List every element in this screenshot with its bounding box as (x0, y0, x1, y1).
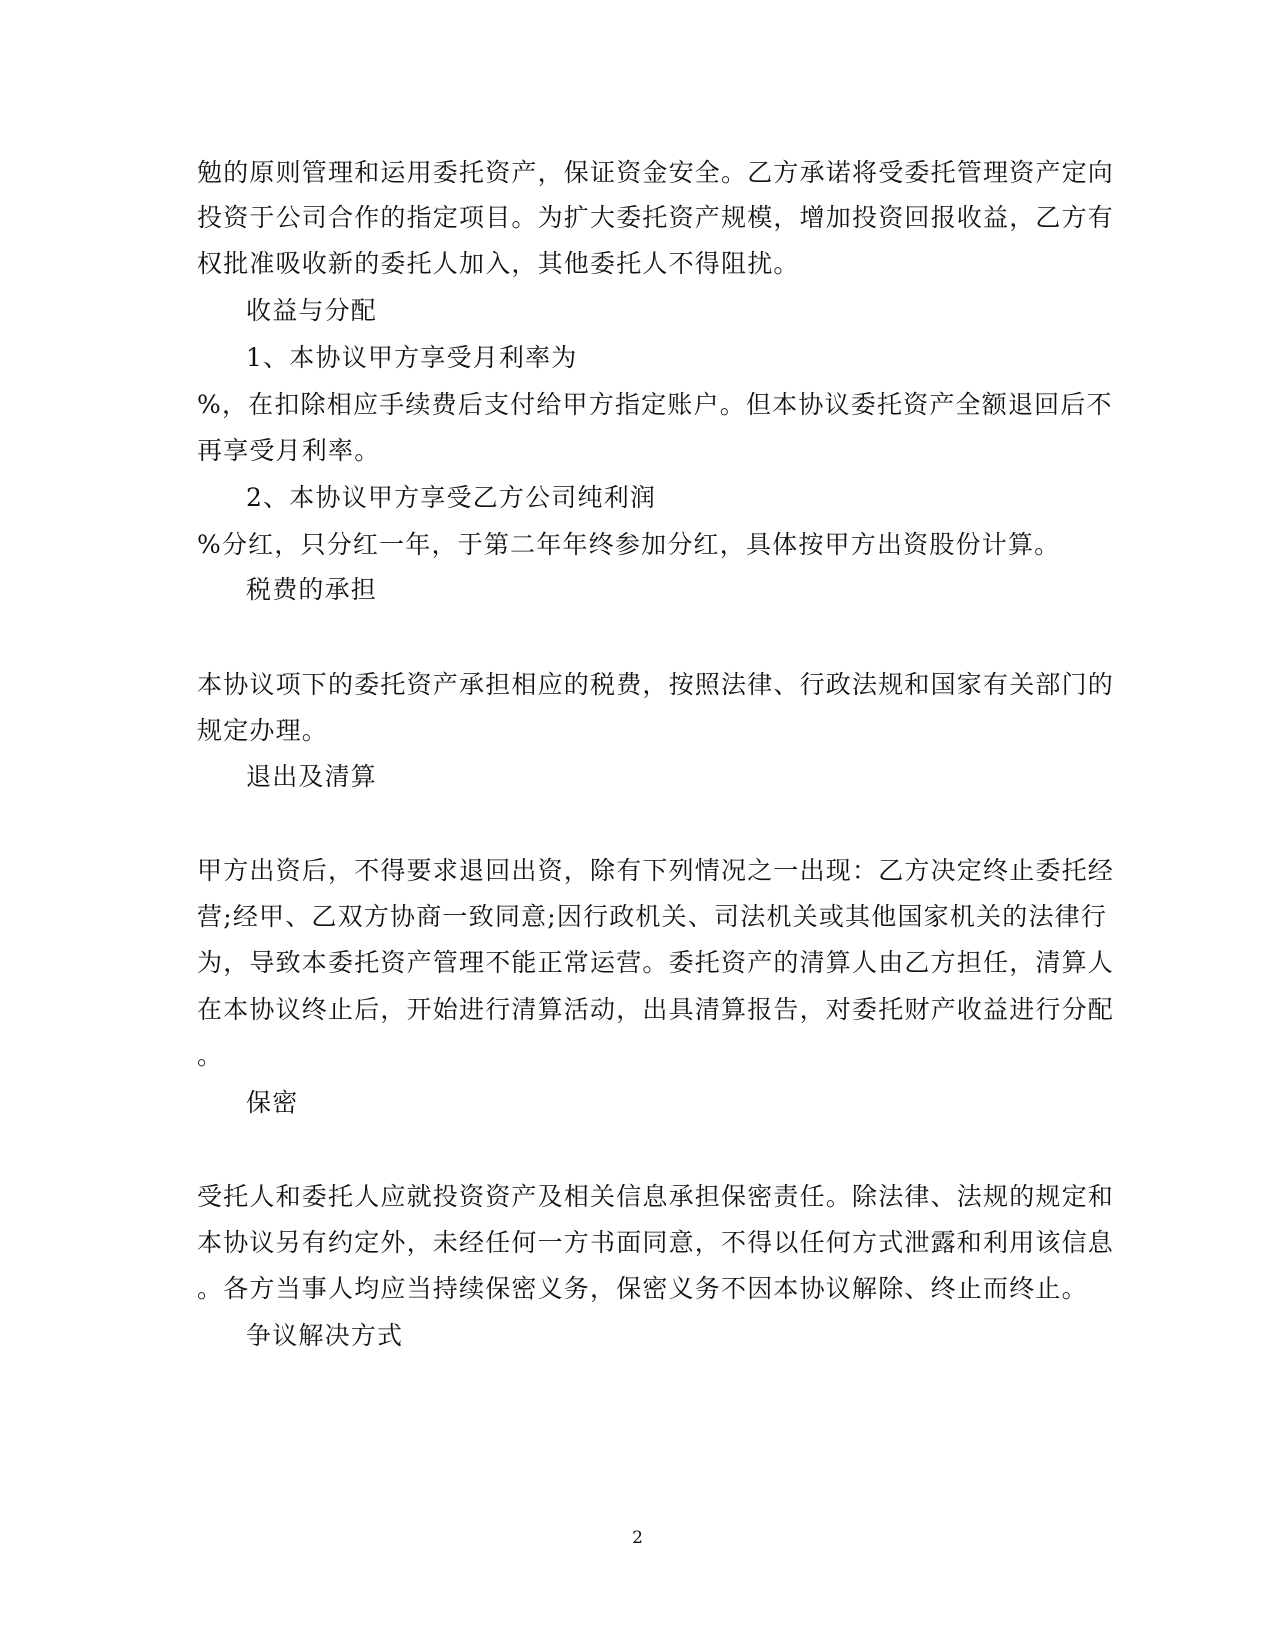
clause-1: 1、本协议甲方享受月利率为 (246, 343, 578, 372)
body-line: 权批准吸收新的委托人加入，其他委托人不得阻扰。 (197, 249, 800, 278)
body-line: 投资于公司合作的指定项目。为扩大委托资产规模，增加投资回报收益，乙方有 (197, 203, 1115, 232)
section-heading-dispute: 争议解决方式 (246, 1321, 404, 1350)
body-line: %分红，只分红一年，于第二年年终参加分红，具体按甲方出资股份计算。 (197, 530, 1061, 559)
body-line: 。 (197, 1041, 224, 1070)
body-line: 本协议项下的委托资产承担相应的税费，按照法律、行政法规和国家有关部门的 (197, 670, 1115, 699)
body-line: 。各方当事人均应当持续保密义务，保密义务不因本协议解除、终止而终止。 (197, 1274, 1088, 1303)
section-heading-confidentiality: 保密 (246, 1088, 299, 1117)
section-heading-tax: 税费的承担 (246, 575, 378, 604)
page-number: 2 (632, 1528, 643, 1548)
body-line: 再享受月利率。 (197, 436, 381, 465)
body-line: 本协议另有约定外，未经任何一方书面同意，不得以任何方式泄露和利用该信息 (197, 1228, 1115, 1257)
body-line: %，在扣除相应手续费后支付给甲方指定账户。但本协议委托资产全额退回后不 (197, 390, 1113, 419)
body-line: 营;经甲、乙双方协商一致同意;因行政机关、司法机关或其他国家机关的法律行 (197, 902, 1108, 931)
section-heading-exit: 退出及清算 (246, 762, 378, 791)
clause-2: 2、本协议甲方享受乙方公司纯利润 (246, 483, 657, 512)
body-line: 规定办理。 (197, 716, 329, 745)
section-heading-income: 收益与分配 (246, 296, 378, 325)
body-line: 受托人和委托人应就投资资产及相关信息承担保密责任。除法律、法规的规定和 (197, 1182, 1115, 1211)
body-line: 甲方出资后，不得要求退回出资，除有下列情况之一出现：乙方决定终止委托经 (197, 856, 1115, 885)
body-line: 勉的原则管理和运用委托资产，保证资金安全。乙方承诺将受委托管理资产定向 (197, 158, 1115, 187)
body-line: 为，导致本委托资产管理不能正常运营。委托资产的清算人由乙方担任，清算人 (197, 948, 1115, 977)
body-line: 在本协议终止后，开始进行清算活动，出具清算报告，对委托财产收益进行分配 (197, 995, 1115, 1024)
